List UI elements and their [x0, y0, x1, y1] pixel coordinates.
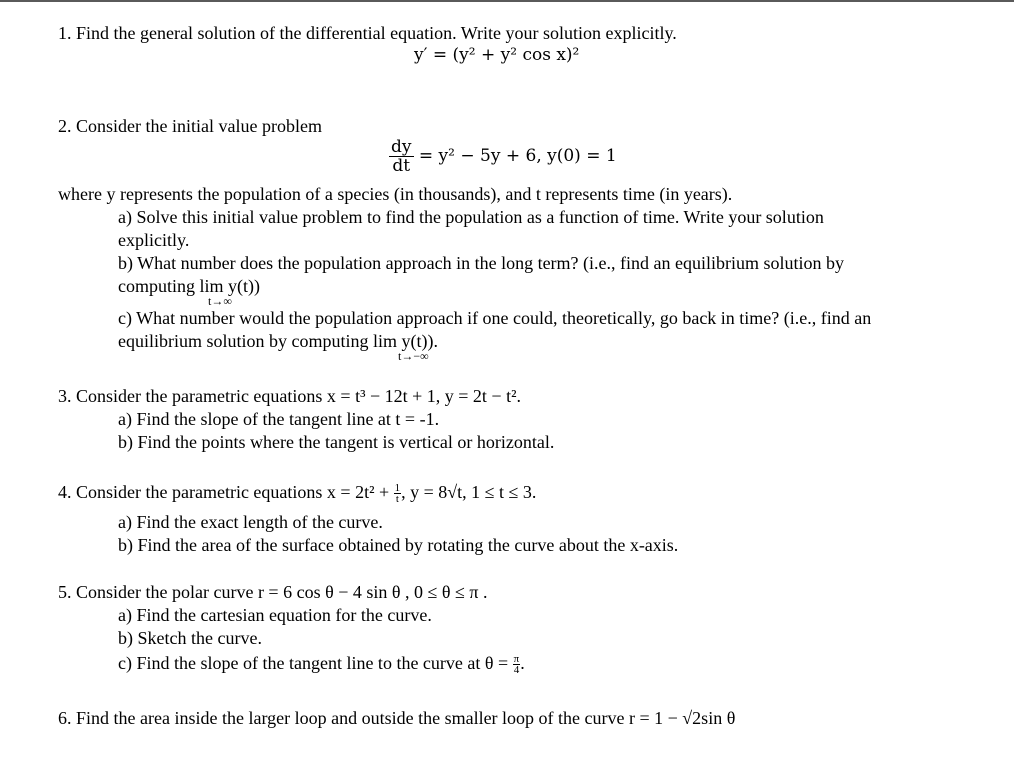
problem-2c-line2: equilibrium solution by computing lim y(t)). — [118, 331, 438, 351]
problem-6-text: 6. Find the area inside the larger loop and outside the smaller loop of the curve r = 1 − √2sin θ — [58, 708, 736, 728]
problem-3-text: 3. Consider the parametric equations x = t³ − 12t + 1, y = 2t − t². — [58, 386, 521, 406]
problem-1-text: 1. Find the general solution of the differential equation. Write your solution explicitly. — [58, 23, 677, 43]
problem-5-text: 5. Consider the polar curve r = 6 cos θ − 4 sin θ , 0 ≤ θ ≤ π . — [58, 582, 488, 602]
equation-rest: = y² − 5y + 6, y(0) = 1 — [418, 146, 617, 166]
problem-5c — [118, 653, 525, 675]
problem-4-text — [58, 482, 536, 504]
fraction-denominator: 4 — [513, 664, 520, 677]
problem-4b: b) Find the area of the surface obtained by rotating the curve about the x-axis. — [118, 535, 679, 555]
fraction-numerator: dy — [391, 137, 412, 157]
limit-subscript: t→∞ — [208, 294, 232, 308]
problem-5b: b) Sketch the curve. — [118, 628, 262, 648]
fraction-denominator: t — [395, 493, 399, 506]
fraction-numerator: 1 — [394, 482, 401, 495]
problem-4-before: 4. Consider the parametric equations x = 2t² + — [58, 482, 390, 502]
problem-1-equation: y′ = (y² + y² cos x)² — [414, 45, 580, 65]
problem-2a-line1: a) Solve this initial value problem to find the population as a function of time. Write your solution — [118, 207, 824, 227]
problem-2-text: 2. Consider the initial value problem — [58, 116, 322, 136]
problem-2a-line2: explicitly. — [118, 230, 190, 250]
fraction-denominator: dt — [392, 156, 411, 176]
problem-5c-before: c) Find the slope of the tangent line to the curve at θ = — [118, 653, 509, 673]
problem-2-equation — [389, 138, 617, 175]
top-border — [0, 0, 1014, 2]
problem-3b: b) Find the points where the tangent is vertical or horizontal. — [118, 432, 555, 452]
derivative-fraction — [389, 138, 414, 175]
problem-4-after: , y = 8√t, 1 ≤ t ≤ 3. — [401, 482, 537, 502]
problem-2-where: where y represents the population of a species (in thousands), and t represents time (in years). — [58, 184, 733, 204]
one-over-t-fraction — [394, 483, 402, 504]
limit-subscript-negative: t→−∞ — [398, 349, 429, 363]
fraction-numerator: π — [513, 653, 520, 666]
problem-2c-line1: c) What number would the population approach if one could, theoretically, go back in time? (i.e., find an — [118, 308, 872, 328]
problem-4a: a) Find the exact length of the curve. — [118, 512, 383, 532]
problem-5a: a) Find the cartesian equation for the curve. — [118, 605, 432, 625]
problem-2b-line2: computing lim y(t)) — [118, 276, 260, 296]
problem-3a: a) Find the slope of the tangent line at t = -1. — [118, 409, 440, 429]
problem-5c-after: . — [520, 653, 525, 673]
problem-2b-line1: b) What number does the population approach in the long term? (i.e., find an equilibrium solution by — [118, 253, 845, 273]
